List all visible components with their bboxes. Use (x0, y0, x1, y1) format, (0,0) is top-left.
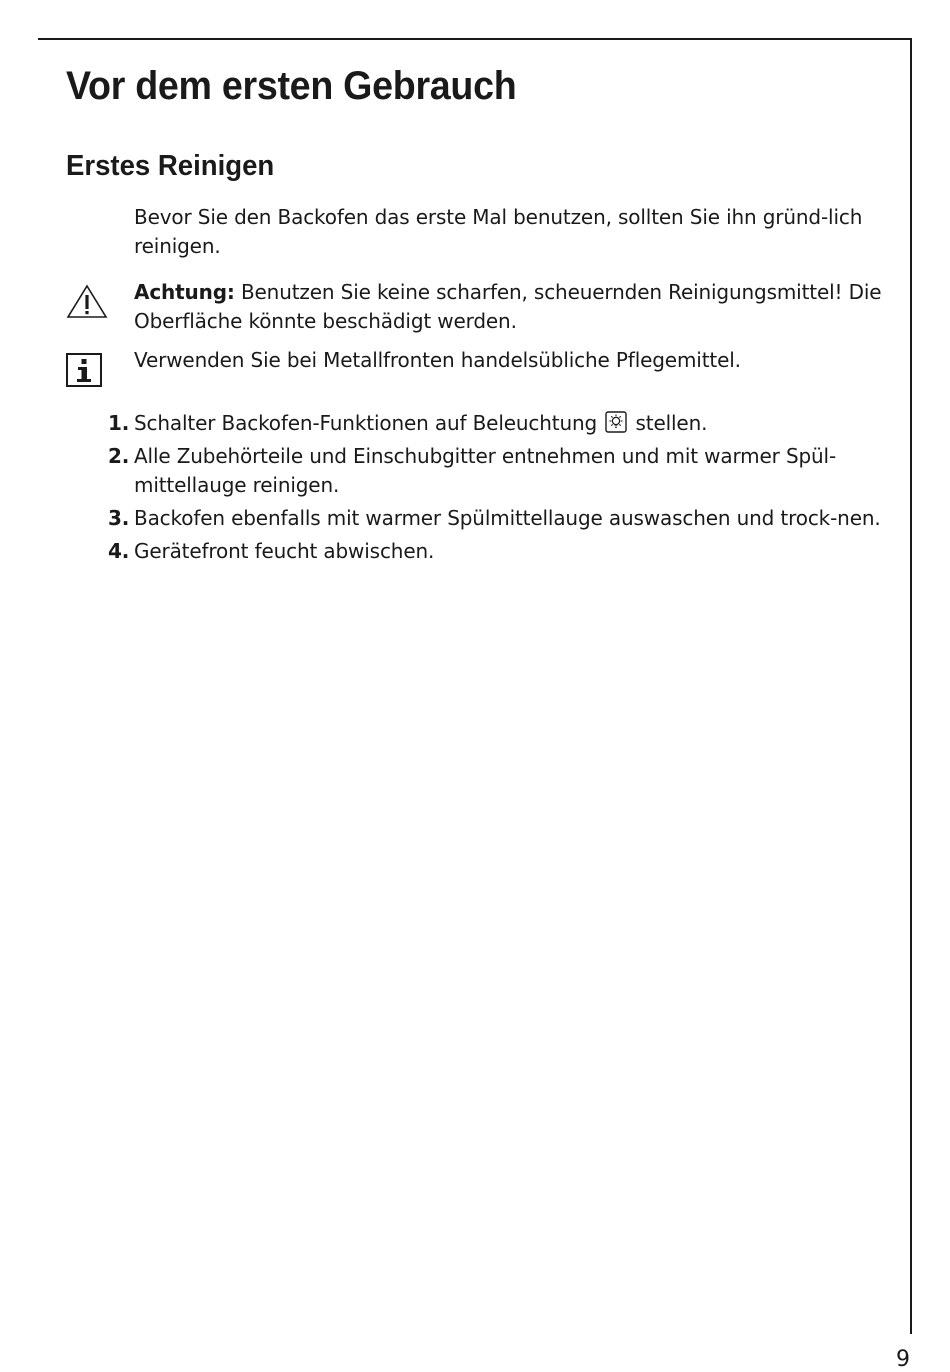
step-text: Schalter Backofen-Funktionen auf Beleuchtung (134, 411, 604, 435)
warning-triangle-icon (66, 284, 108, 320)
step-text: Gerätefront feucht abwischen. (134, 539, 435, 563)
step-item (100, 537, 900, 566)
step-item (100, 504, 900, 533)
warning-label: Achtung: (134, 280, 235, 304)
oven-light-icon (605, 411, 627, 433)
step-text-after-icon: stellen. (629, 411, 708, 435)
info-icon (66, 353, 102, 387)
step-number: 1. (108, 411, 130, 435)
page-title: Vor dem ersten Gebrauch (66, 64, 517, 108)
top-rule (38, 38, 912, 40)
step-item (100, 442, 900, 500)
step-item (100, 409, 900, 438)
warning-paragraph (134, 278, 894, 336)
warning-text: Benutzen Sie keine scharfen, scheuernden Reinigungsmittel! Die Oberfläche könnte beschädigt werden. (134, 280, 882, 333)
step-text: Alle Zubehörteile und Einschubgitter entnehmen und mit warmer Spül-mittellauge reinigen. (134, 444, 837, 497)
section-heading: Erstes Reinigen (66, 150, 275, 182)
page-number: 9 (896, 1347, 910, 1372)
step-number: 3. (108, 506, 130, 530)
steps-list (100, 409, 900, 570)
step-number: 2. (108, 444, 130, 468)
step-text: Backofen ebenfalls mit warmer Spülmittellauge auswaschen und trock-nen. (134, 506, 881, 530)
step-number: 4. (108, 539, 130, 563)
right-rule (910, 38, 912, 1334)
info-paragraph: Verwenden Sie bei Metallfronten handelsübliche Pflegemittel. (134, 348, 741, 372)
intro-paragraph: Bevor Sie den Backofen das erste Mal benutzen, sollten Sie ihn gründ-lich reinigen. (134, 205, 863, 258)
